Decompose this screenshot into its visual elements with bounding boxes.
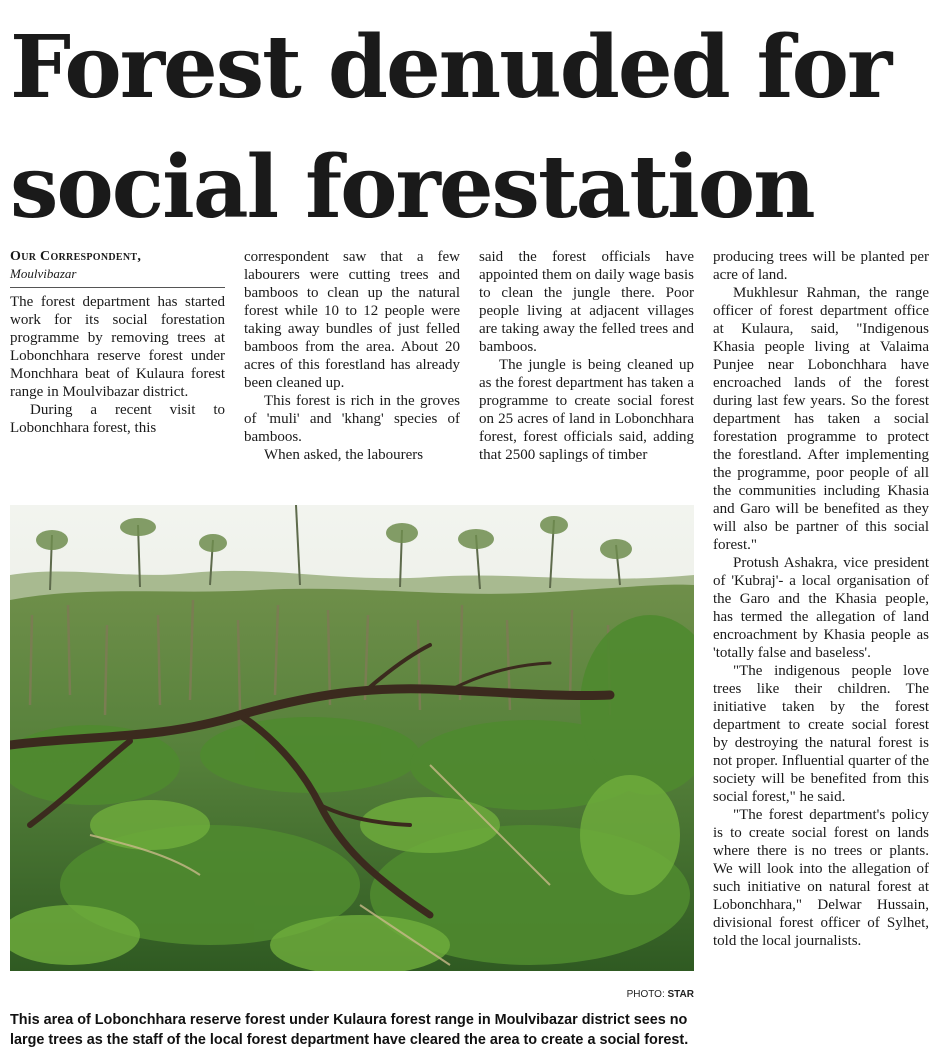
- article-paragraph: The jungle is being cleaned up as the forest department has taken a programme to create social forest on 25 acres of land in Lobonchhara forest, forest officials said, adding that 2500 saplings of timber: [479, 357, 694, 463]
- byline-place: Moulvibazar: [10, 266, 77, 281]
- article-paragraph: During a recent visit to Lobonchhara forest, this: [10, 402, 225, 436]
- headline-line-1: Forest denuded for: [10, 17, 891, 118]
- article-paragraph: "The indigenous people love trees like their children. The initiative taken by the forest department to create social forest by destroying the natural forest is not proper. Influential quarter of the society will be benefited from this social forest," he said.: [713, 663, 929, 805]
- photo-credit: [560, 989, 694, 1000]
- article-paragraph: This forest is rich in the groves of 'muli' and 'khang' species of bamboos.: [244, 393, 460, 445]
- article-column-2: [244, 248, 460, 464]
- photo-credit-source: STAR: [667, 989, 694, 1000]
- article-column-3: [479, 248, 694, 464]
- article-column-4: [713, 248, 929, 950]
- article-paragraph: The forest department has started work for its social forestation programme by removing trees at Lobonchhara reserve forest under Monchhara beat of Kulaura forest range in Moulvibazar district.: [10, 294, 225, 400]
- headline-line-2: social forestation: [10, 137, 814, 238]
- article-paragraph: When asked, the labourers: [264, 447, 424, 463]
- byline-divider: [10, 287, 225, 288]
- forest-photo: [10, 505, 694, 971]
- article-paragraph: Protush Ashakra, vice president of 'Kubraj'- a local organisation of the Garo and the Khasia people, has termed the allegation of land encroachment by Khasia people as 'totally false and baseless'.: [713, 555, 929, 661]
- byline-author: Our Correspondent,: [10, 249, 142, 264]
- article-paragraph: "The forest department's policy is to create social forest on lands where there is no trees or plants. We will look into the allegation of such initiative on natural forest at Lobonchhara," Delwar Hussain, divisional forest officer of Sylhet, told the local journalists.: [713, 807, 929, 949]
- photo-credit-label: PHOTO:: [626, 989, 665, 1000]
- article-column-1: [10, 248, 225, 437]
- article-paragraph: correspondent saw that a few labourers were cutting trees and bamboos to clean up the natural forest while 10 to 12 people were taking away bundles of just felled bamboos from the area. About 20 acres of this forestland has already been cleaned up.: [244, 249, 460, 391]
- article-paragraph: said the forest officials have appointed them on daily wage basis to clean the jungle there. Poor people living at adjacent villages are taking away the felled trees and bamboos.: [479, 249, 694, 355]
- photo-caption: This area of Lobonchhara reserve forest under Kulaura forest range in Moulvibazar district sees no large trees as the staff of the local forest department have cleared the area to create a social forest.: [10, 1012, 689, 1048]
- article-paragraph: Mukhlesur Rahman, the range officer of forest department office at Kulaura, said, "Indigenous Khasia people living at Valaima Punjee near Lobonchhara have encroached lands of the forest during last few years. So the forest department has taken a social forestation programme to protect the forestland. After implementing the programme, poor people of all the communities including Khasia and Garo will be benefited as they will also be partner of this social forest.": [713, 285, 929, 553]
- article-paragraph: producing trees will be planted per acre of land.: [713, 249, 929, 283]
- headline: [10, 8, 930, 248]
